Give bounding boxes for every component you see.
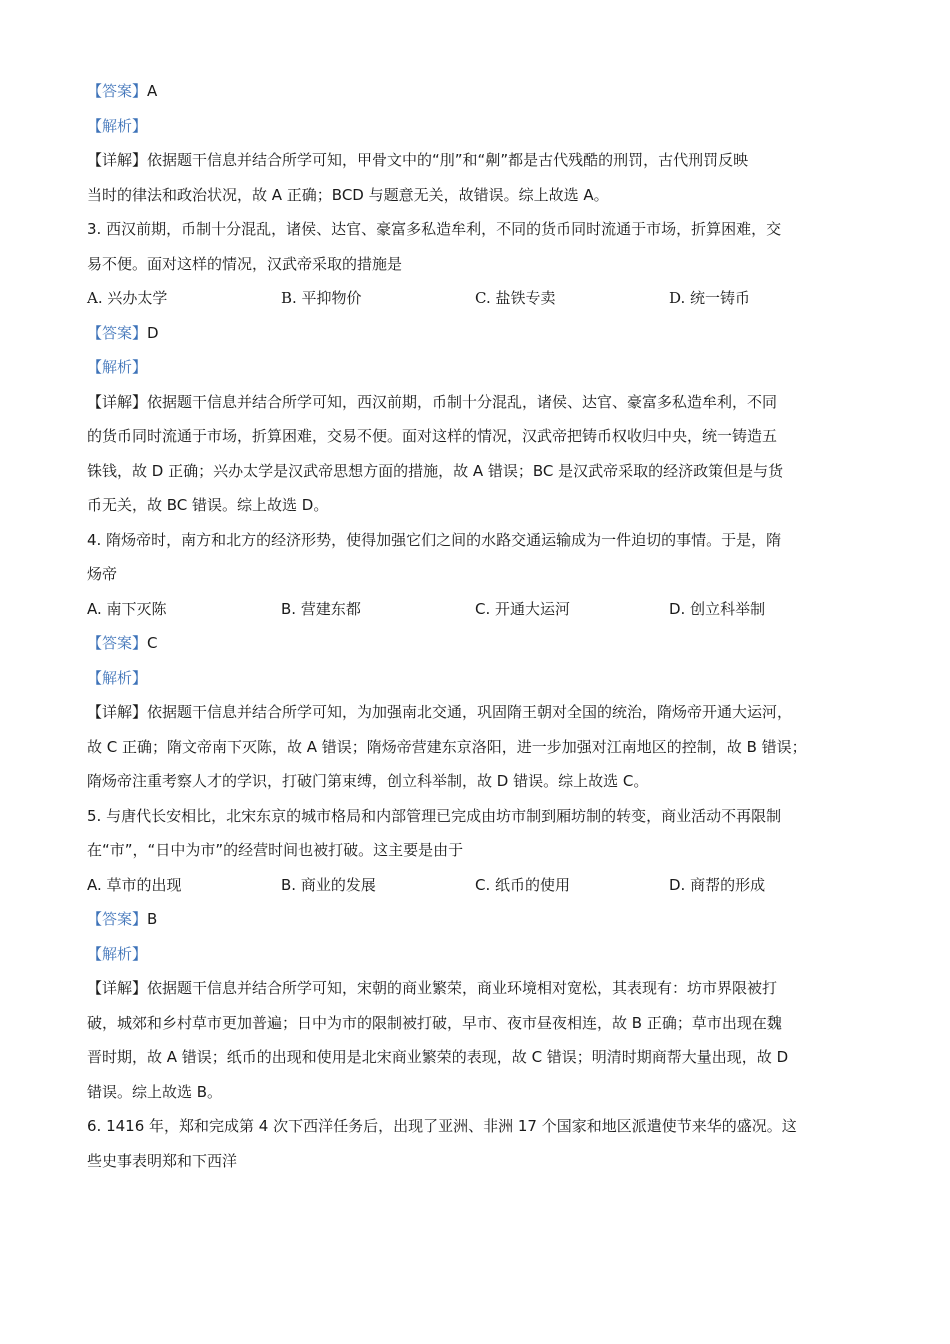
detail-tag: 【详解】 bbox=[87, 151, 148, 169]
option-b: B. 平抑物价 bbox=[281, 289, 362, 307]
option-d: D. 统一铸币 bbox=[669, 289, 751, 307]
answer-tag: 【答案】 bbox=[87, 910, 148, 928]
detail-line-q5-3: 晋时期，故 A 错误；纸币的出现和使用是北宋商业繁荣的表现，故 C 错误；明清时期商帮大量出现，故 D bbox=[87, 1048, 789, 1066]
answer-line-q5 bbox=[87, 902, 867, 937]
option-b: B. 营建东都 bbox=[281, 599, 361, 618]
option-a: A. 草市的出现 bbox=[87, 875, 182, 894]
question-4-options bbox=[87, 592, 867, 627]
answer-line-q4 bbox=[87, 626, 867, 661]
answer-value: A bbox=[147, 82, 158, 100]
answer-line-q2 bbox=[87, 74, 867, 109]
detail-line-q4-3: 隋炀帝注重考察人才的学识，打破门第束缚，创立科举制，故 D 错误。综上故选 C。 bbox=[87, 772, 649, 790]
document-page bbox=[87, 74, 867, 1178]
option-d: D. 创立科举制 bbox=[669, 599, 766, 618]
answer-tag: 【答案】 bbox=[87, 82, 148, 100]
question-4-stem-1: 4. 隋炀帝时，南方和北方的经济形势，使得加强它们之间的水路交通运输成为一件迫切的事情。于是，隋 bbox=[87, 530, 782, 549]
analysis-tag-q5: 【解析】 bbox=[87, 944, 148, 963]
detail-line-q2-1: 【详解】依据题干信息并结合所学可知，甲骨文中的“刖”和“劓”都是古代残酷的刑罚，古代刑罚反映 bbox=[87, 151, 749, 169]
question-3-stem-2: 易不便。面对这样的情况，汉武帝采取的措施是 bbox=[87, 254, 403, 273]
option-c: C. 开通大运河 bbox=[475, 599, 571, 618]
option-c: C. 纸币的使用 bbox=[475, 875, 571, 894]
answer-value: C bbox=[147, 634, 158, 652]
detail-line-q5-1: 【详解】依据题干信息并结合所学可知，宋朝的商业繁荣，商业环境相对宽松，其表现有：坊市界限被打 bbox=[87, 979, 778, 997]
detail-line-q3-2: 的货币同时流通于市场，折算困难，交易不便。面对这样的情况，汉武帝把铸币权收归中央，统一铸造五 bbox=[87, 427, 778, 445]
option-c: C. 盐铁专卖 bbox=[475, 289, 556, 307]
option-d: D. 商帮的形成 bbox=[669, 875, 766, 894]
question-5-stem-1: 5. 与唐代长安相比，北宋东京的城市格局和内部管理已完成由坊市制到厢坊制的转变，商业活动不再限制 bbox=[87, 806, 782, 825]
option-a: A. 南下灭陈 bbox=[87, 599, 167, 618]
question-4-stem-2: 炀帝 bbox=[87, 565, 118, 583]
detail-tag: 【详解】 bbox=[87, 703, 148, 721]
analysis-tag-q3: 【解析】 bbox=[87, 358, 148, 376]
answer-tag: 【答案】 bbox=[87, 634, 148, 652]
answer-value: B bbox=[147, 910, 158, 928]
detail-line-q3-3: 铢钱，故 D 正确；兴办太学是汉武帝思想方面的措施，故 A 错误；BC 是汉武帝采取的经济政策但是与货 bbox=[87, 461, 784, 480]
question-6-stem-1: 6. 1416 年，郑和完成第 4 次下西洋任务后，出现了亚洲、非洲 17 个国家和地区派遣使节来华的盛况。这 bbox=[87, 1117, 797, 1135]
question-5-options bbox=[87, 868, 867, 903]
detail-line-q4-1: 【详解】依据题干信息并结合所学可知，为加强南北交通，巩固隋王朝对全国的统治，隋炀帝开通大运河， bbox=[87, 703, 793, 721]
answer-value: D bbox=[147, 323, 159, 342]
detail-line-q2-2: 当时的律法和政治状况，故 A 正确；BCD 与题意无关，故错误。综上故选 A。 bbox=[87, 185, 609, 204]
detail-line-q4-2: 故 C 正确；隋文帝南下灭陈，故 A 错误；隋炀帝营建东京洛阳，进一步加强对江南地区的控制，故 B 错误； bbox=[87, 737, 807, 756]
analysis-tag-q4: 【解析】 bbox=[87, 668, 148, 687]
question-3-options bbox=[87, 281, 867, 316]
question-5-stem-2: 在“市”，“日中为市”的经营时间也被打破。这主要是由于 bbox=[87, 841, 464, 859]
answer-line-q3 bbox=[87, 316, 867, 351]
detail-line-q3-4: 币无关，故 BC 错误。综上故选 D。 bbox=[87, 496, 329, 514]
detail-tag: 【详解】 bbox=[87, 392, 148, 411]
detail-line-q5-4: 错误。综上故选 B。 bbox=[87, 1082, 223, 1101]
detail-tag: 【详解】 bbox=[87, 979, 148, 997]
question-3-stem-1: 3. 西汉前期，币制十分混乱，诸侯、达官、豪富多私造牟利，不同的货币同时流通于市场，折算困难，交 bbox=[87, 220, 782, 238]
question-6-stem-2: 些史事表明郑和下西洋 bbox=[87, 1151, 238, 1170]
analysis-tag-q2: 【解析】 bbox=[87, 116, 148, 135]
detail-line-q3-1: 【详解】依据题干信息并结合所学可知，西汉前期，币制十分混乱，诸侯、达官、豪富多私造牟利，不同 bbox=[87, 392, 778, 411]
detail-line-q5-2: 破，城郊和乡村草市更加普遍；日中为市的限制被打破，早市、夜市昼夜相连，故 B 正确；草市出现在魏 bbox=[87, 1013, 782, 1032]
option-a: A. 兴办太学 bbox=[87, 289, 168, 307]
option-b: B. 商业的发展 bbox=[281, 875, 376, 894]
answer-tag: 【答案】 bbox=[87, 323, 148, 342]
